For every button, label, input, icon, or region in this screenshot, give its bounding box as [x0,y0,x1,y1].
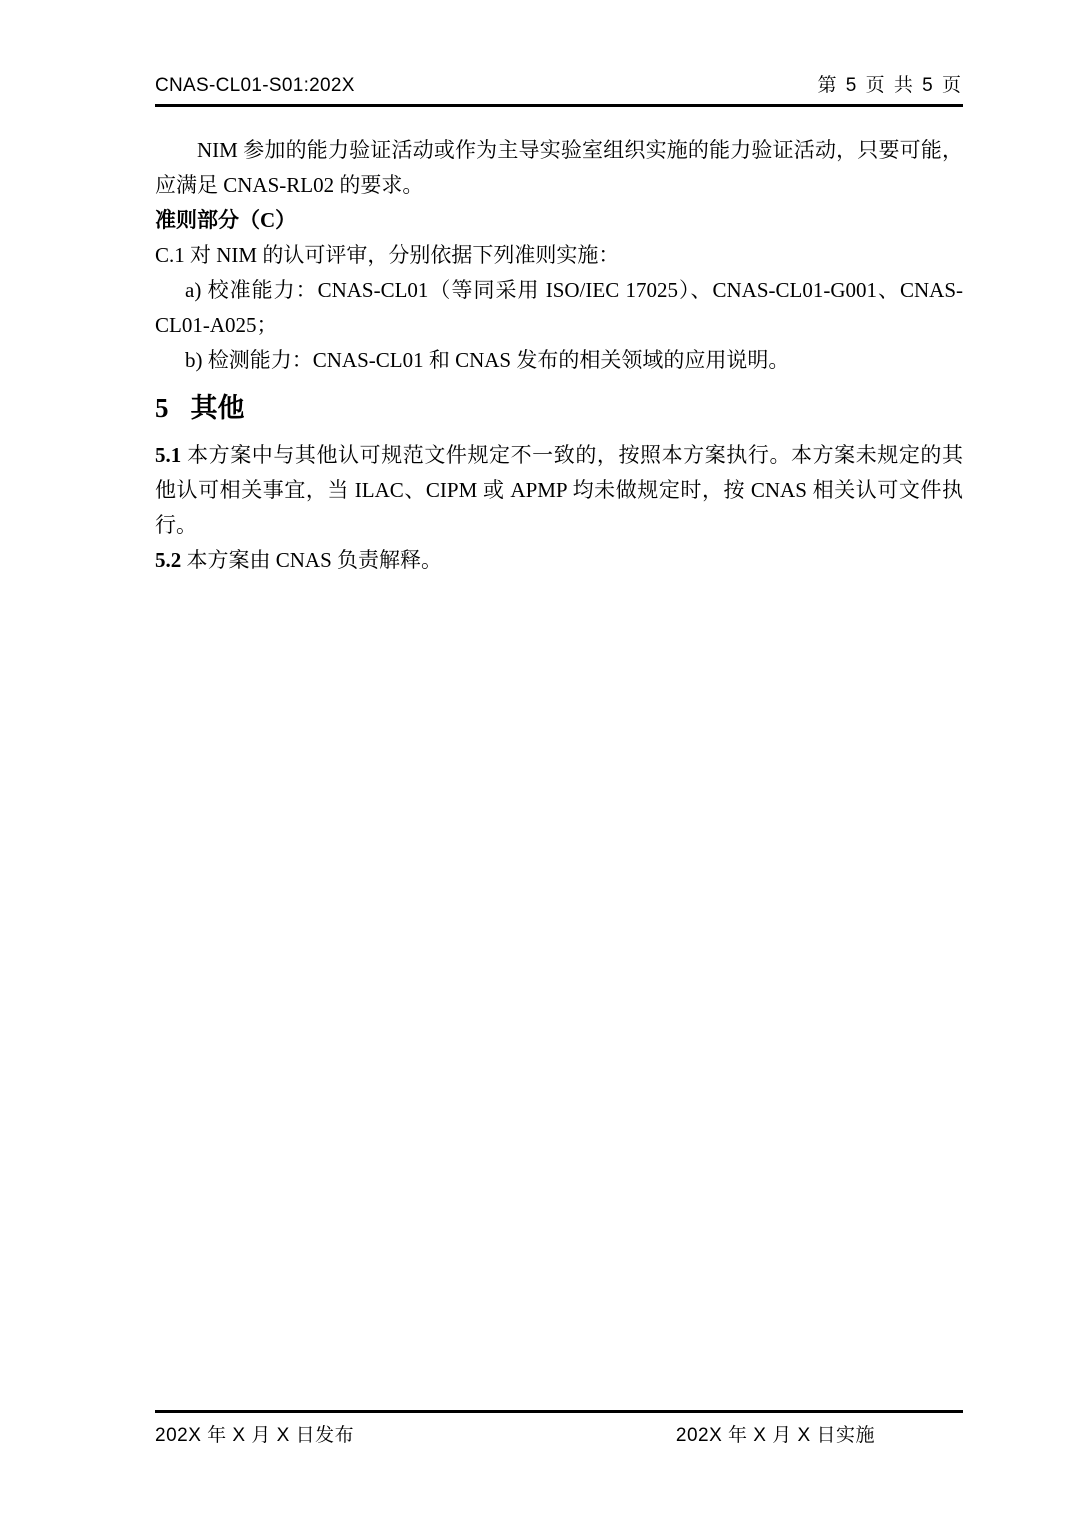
paragraph: b) 检测能力：CNAS-CL01 和 CNAS 发布的相关领域的应用说明。 [185,348,790,372]
header-doc-number: CNAS-CL01-S01:202X [155,75,355,96]
section-number: 5 [155,393,169,423]
footer-implement-date: 202X 年 X 月 X 日实施 [675,1425,875,1446]
clause-number: 5.1 [155,443,182,467]
section-title: 其他 [190,393,245,423]
clause-text: 本方案中与其他认可规范文件规定不一致的，按照本方案执行。本方案未规定的其他认可相关事宜，当 ILAC、CIPM 或 APMP 均未做规定时，按 CNAS 相关认可文件执行。 [155,443,963,537]
paragraph: a) 校准能力：CNAS-CL01（等同采用 ISO/IEC 17025）、CNAS-CL01-G001、CNAS-CL01-A025； [155,278,963,337]
clause-text: 本方案由 CNAS 负责解释。 [181,548,443,572]
clause-number: 5.2 [155,548,182,572]
page-footer [155,1410,963,1447]
paragraph: C.1 对 NIM 的认可评审，分别依据下列准则实施： [155,243,620,267]
header-page-info: 第 5 页 共 5 页 [817,75,963,96]
numbered-paragraph [155,438,963,543]
footer-issue-date: 202X 年 X 月 X 日发布 [155,1425,355,1446]
page-header [155,70,963,107]
paragraph: NIM 参加的能力验证活动或作为主导实验室组织实施的能力验证活动，只要可能，应满足 CNAS-RL02 的要求。 [155,138,963,197]
bold-heading: 准则部分（C） [155,208,297,232]
document-body [155,133,963,578]
section-heading [155,387,963,429]
numbered-paragraph [155,543,963,578]
